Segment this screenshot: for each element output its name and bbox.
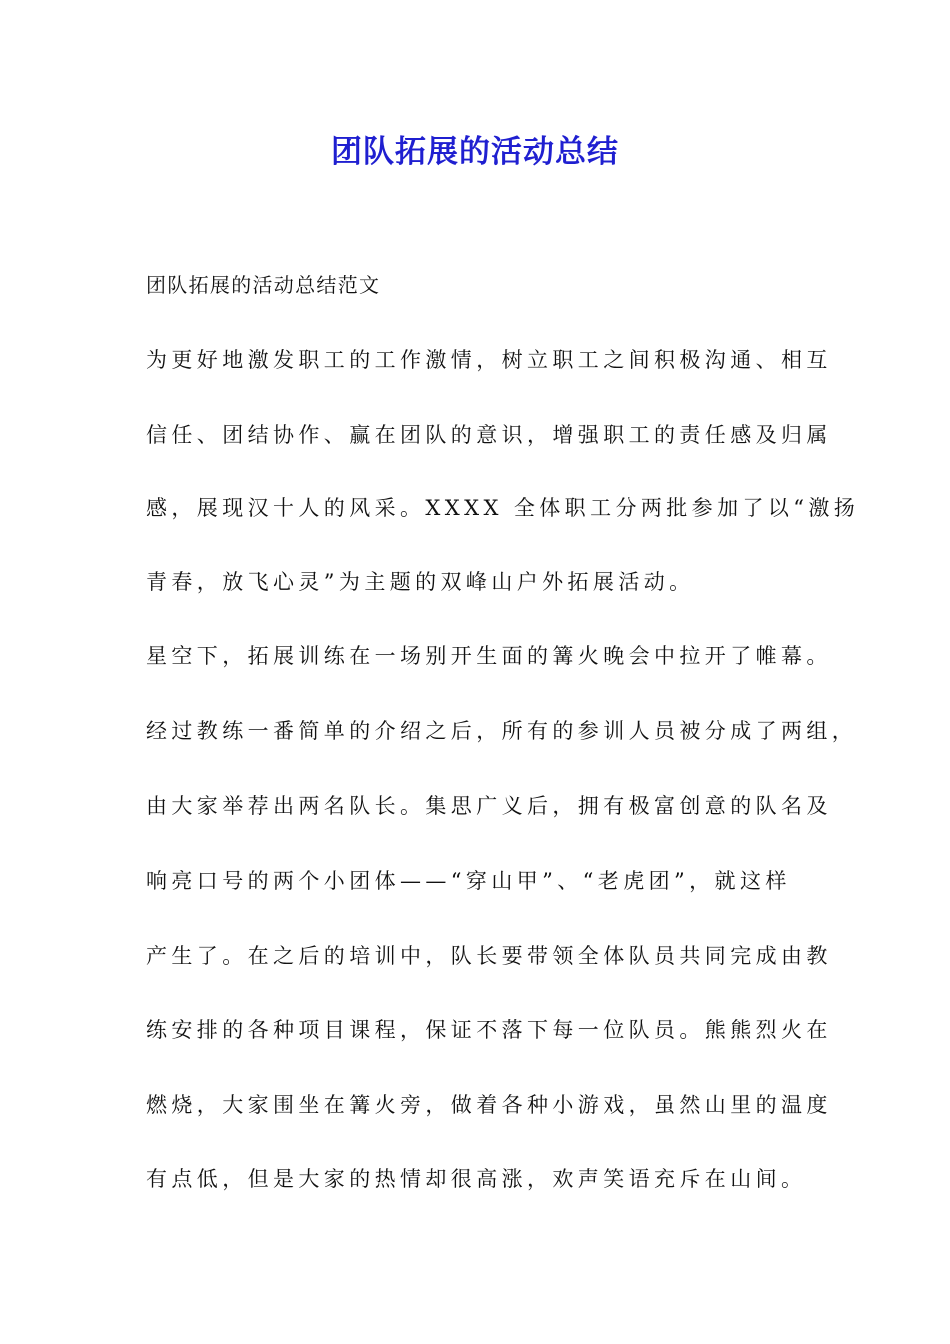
body-line-2: 信任、团结协作、赢在团队的意识，增强职工的责任感及归属	[146, 423, 832, 447]
body-line-8: 响亮口号的两个小团体——“穿山甲”、“老虎团”，就这样	[146, 869, 791, 893]
body-line-5: 星空下，拓展训练在一场别开生面的篝火晚会中拉开了帷幕。	[146, 644, 832, 668]
body-line-12: 有点低，但是大家的热情却很高涨，欢声笑语充斥在山间。	[146, 1167, 807, 1191]
body-line-4: 青春，放飞心灵”为主题的双峰山户外拓展活动。	[146, 570, 695, 594]
document-title: 团队拓展的活动总结	[331, 134, 619, 170]
body-line-3: 感，展现汉十人的风采。XXXX 全体职工分两批参加了以“激扬	[146, 496, 860, 520]
body-line-6: 经过教练一番简单的介绍之后，所有的参训人员被分成了两组，	[146, 719, 858, 743]
body-line-9: 产生了。在之后的培训中，队长要带领全体队员共同完成由教	[146, 944, 832, 968]
document-subtitle: 团队拓展的活动总结范文	[146, 273, 381, 297]
body-line-11: 燃烧，大家围坐在篝火旁，做着各种小游戏，虽然山里的温度	[146, 1093, 832, 1117]
body-line-10: 练安排的各种项目课程，保证不落下每一位队员。熊熊烈火在	[146, 1018, 832, 1042]
body-line-1: 为更好地激发职工的工作激情，树立职工之间积极沟通、相互	[146, 348, 832, 372]
body-line-7: 由大家举荐出两名队长。集思广义后，拥有极富创意的队名及	[146, 794, 832, 818]
